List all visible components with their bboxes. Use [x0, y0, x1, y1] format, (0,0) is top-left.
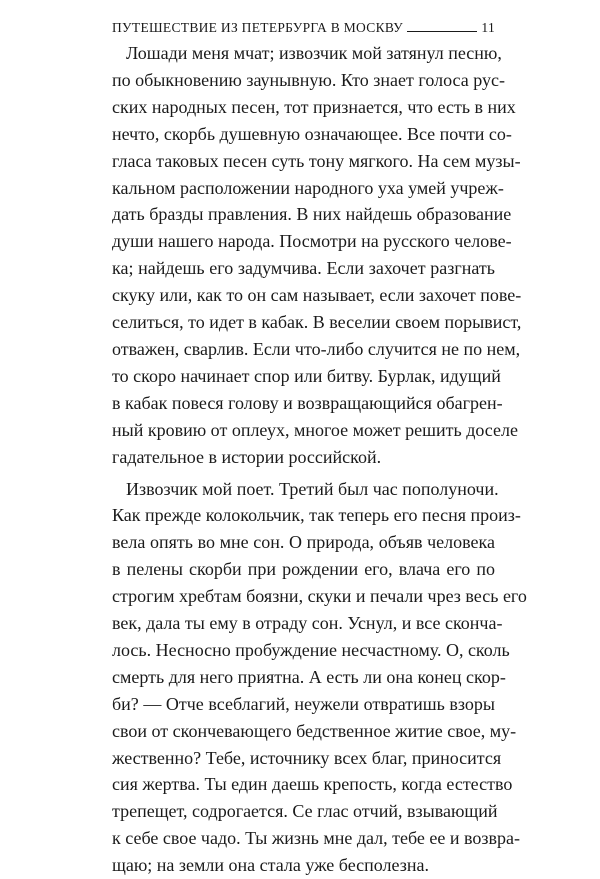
text-line: селиться, то идет в кабак. В веселии своем порывист,	[112, 309, 495, 336]
text-line: скуку или, как то он сам называет, если захочет пове-	[112, 282, 495, 309]
text-line: жественно? Тебе, источнику всех благ, приносится	[112, 745, 495, 772]
text-line: трепещет, содрогается. Се глас отчий, взывающий	[112, 798, 495, 825]
text-line: свои от скончевающего бедственное житие свое, му-	[112, 718, 495, 745]
text-line: гадательное в истории российской.	[112, 444, 495, 471]
text-line: би? — Отче всеблагий, неужели отвратишь взоры	[112, 691, 495, 718]
text-line: ка; найдешь его задумчива. Если захочет разгнать	[112, 255, 495, 282]
text-line: щаю; на земли она стала уже бесполезна.	[112, 852, 495, 879]
text-line: строгим хребтам боязни, скуки и печали чрез весь его	[112, 583, 495, 610]
text-line: ный кровию от оплеух, многое может решить доселе	[112, 417, 495, 444]
paragraph	[112, 476, 495, 879]
text-line: кальном расположении народного уха умей учреж-	[112, 175, 495, 202]
text-line: Извозчик мой поет. Третий был час пополуночи.	[112, 476, 495, 503]
text-line: вела опять во мне сон. О природа, объяв человека	[112, 529, 495, 556]
text-line: по обыкновению заунывную. Кто знает голоса рус-	[112, 67, 495, 94]
text-line: ских народных песен, тот признается, что есть в них	[112, 94, 495, 121]
text-line: гласа таковых песен суть тону мягкого. На сем музы-	[112, 148, 495, 175]
text-line: дать бразды правления. В них найдешь образование	[112, 201, 495, 228]
text-line: Как прежде колокольчик, так теперь его песня произ-	[112, 502, 495, 529]
header-rule	[407, 31, 477, 32]
text-line: в пелены скорби при рождении его, влача его по	[112, 556, 495, 583]
text-line: Лошади меня мчат; извозчик мой затянул песню,	[112, 40, 495, 67]
text-line: к себе свое чадо. Ты жизнь мне дал, тебе ее и возвра-	[112, 825, 495, 852]
text-line: в кабак повеся голову и возвращающийся обагрен-	[112, 390, 495, 417]
text-line: смерть для него приятна. А есть ли она конец скор-	[112, 664, 495, 691]
text-line: лось. Несносно пробуждение несчастному. О, сколь	[112, 637, 495, 664]
body-text	[112, 40, 495, 879]
text-line: сия жертва. Ты един даешь крепость, когда естество	[112, 771, 495, 798]
text-line: нечто, скорбь душевную означающее. Все почти со-	[112, 121, 495, 148]
text-line: души нашего народа. Посмотри на русского челове-	[112, 228, 495, 255]
text-line: век, дала ты ему в отраду сон. Уснул, и все скончa-	[112, 610, 495, 637]
paragraph	[112, 40, 495, 471]
running-title: ПУТЕШЕСТВИЕ ИЗ ПЕТЕРБУРГА В МОСКВУ	[112, 20, 403, 36]
text-line: отважен, сварлив. Если что-либо случится не по нем,	[112, 336, 495, 363]
page-number: 11	[481, 20, 495, 36]
text-line: то скоро начинает спор или битву. Бурлак, идущий	[112, 363, 495, 390]
running-header	[112, 20, 495, 36]
